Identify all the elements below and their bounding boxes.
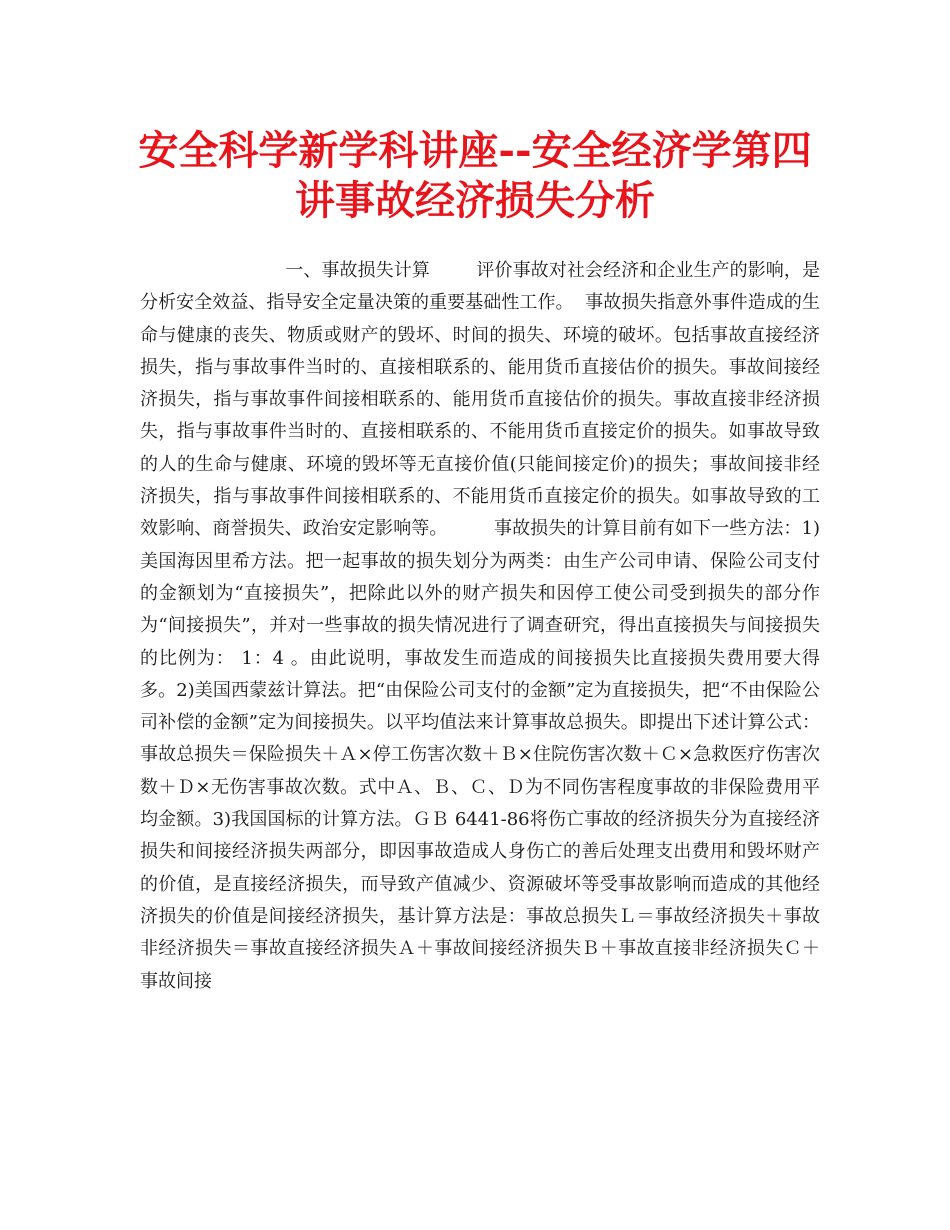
document-title: 安全科学新学科讲座--安全经济学第四讲事故经济损失分析 [138, 127, 812, 224]
document-body: 一、事故损失计算 评价事故对社会经济和企业生产的影响，是分析安全效益、指导安全定量决策的重要基础性工作。 事故损失指意外事件造成的生命与健康的丧失、物质或财产的毁坏、时间的损失、环境的破坏。包括事故直接经济损失，指与事故事件当时的、直接相联系的、能用货币直接估价的损失。事故间接经济损失，指与事故事件间接相联系的、能用货币直接估价的损失。事故直接非经济损失，指与事故事件当时的、直接相联系的、不能用货币直接定价的损失。如事故导致的人的生命与健康、环境的毁坏等无直接价值(只能间接定价)的损失；事故间接非经济损失，指与事故事件间接相联系的、不能用货币直接定价的损失。如事故导致的工效影响、商誉损失、政治安定影响等。 事故损失的计算目前有如下一些方法：1)美国海因里希方法。把一起事故的损失划分为两类：由生产公司申请、保险公司支付的金额划为“直接损失”，把除此以外的财产损失和因停工使公司受到损失的部分作为“间接损失”，并对一些事故的损失情况进行了调查研究，得出直接损失与间接损失的比例为： 1：4 。由此说明，事故发生而造成的间接损失比直接损失费用要大得多。2)美国西蒙兹计算法。把“由保险公司支付的金额”定为直接损失，把“不由保险公司补偿的金额”定为间接损失。以平均值法来计算事故总损失。即提出下述计算公式：事故总损失＝保险损失＋Ａ×停工伤害次数＋Ｂ×住院伤害次数＋Ｃ×急救医疗伤害次数＋Ｄ×无伤害事故次数。式中Ａ、Ｂ、Ｃ、Ｄ为不同伤害程度事故的非保险费用平均金额。3)我国国标的计算方法。ＧＢ 6441-86将伤亡事故的经济损失分为直接经济损失和间接经济损失两部分，即因事故造成人身伤亡的善后处理支出费用和毁坏财产的价值，是直接经济损失，而导致产值减少、资源破坏等受事故影响而造成的其他经济损失的价值是间接经济损失，基计算方法是：事故总损失Ｌ＝事故经济损失＋事故非经济损失＝事故直接经济损失Ａ＋事故间接经济损失Ｂ＋事故直接非经济损失Ｃ＋事故间接 [140, 260, 821, 992]
